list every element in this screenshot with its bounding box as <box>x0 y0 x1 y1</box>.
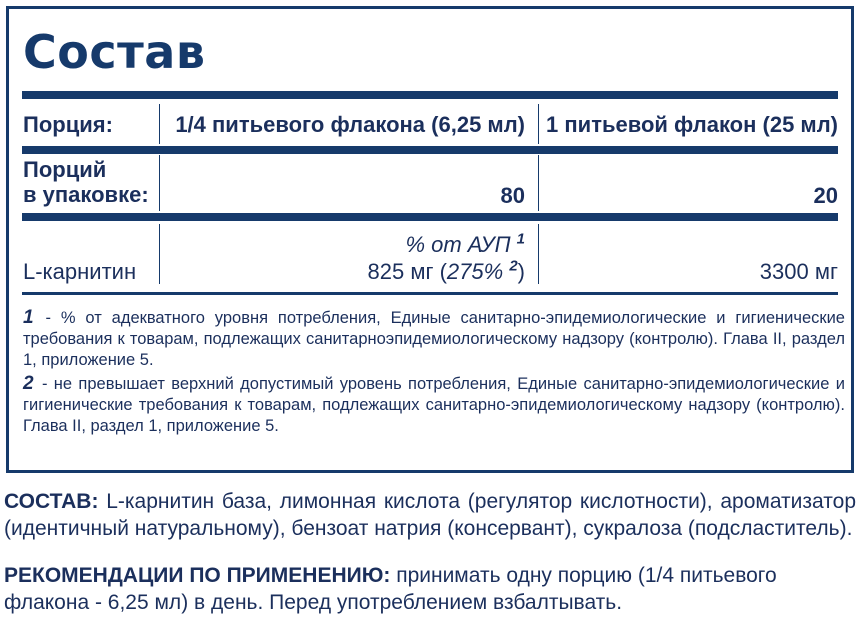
servings-col2: 20 <box>813 183 838 208</box>
servings-col1: 80 <box>500 183 525 208</box>
footnote-1: 1 - % от адекватного уровня потребления, Единые санитарно-эпидемиологические и гигиенические требования к товарам, подлежащих санитарноэпидемиологическому надзору (контролю). Глава II, раздел 1, приложение 5. <box>23 307 845 369</box>
usage-label: РЕКОМЕНДАЦИИ ПО ПРИМЕНЕНИЮ: <box>4 564 391 587</box>
usage-text: РЕКОМЕНДАЦИИ ПО ПРИМЕНЕНИЮ: принимать одну порцию (1/4 питьевого флакона - 6,25 мл) в день. Перед употреблением взбалтывать. <box>4 564 777 614</box>
servings-label-line1: Порций <box>23 157 107 182</box>
serving-label: Порция: <box>23 112 113 137</box>
servings-label <box>23 157 149 207</box>
servings-label-line2: в упаковке: <box>23 182 149 207</box>
footnote-2: 2 - не превышает верхний допустимый уровень потребления, Единые санитарно-эпидемиологические и гигиенические требования к товарам, подлежащих санитарно-эпидемиологическому надзору (контролю). Глава II, раздел 1, приложение 5. <box>23 373 845 435</box>
column-divider <box>538 155 539 211</box>
composition-label: СОСТАВ: <box>4 490 99 513</box>
nutrition-facts-panel <box>6 6 854 473</box>
footnotes <box>23 307 845 439</box>
serving-col2: 1 питьевой флакон (25 мл) <box>546 112 838 137</box>
column-divider <box>159 224 160 284</box>
serving-col1: 1/4 питьевого флакона (6,25 мл) <box>175 112 525 137</box>
column-divider <box>159 155 160 211</box>
column-divider <box>159 104 160 144</box>
column-divider <box>538 104 539 144</box>
footnote-ref-2: 2 <box>509 257 518 275</box>
ingredient-amount-col2: 3300 мг <box>759 259 838 284</box>
divider-thick <box>22 146 838 154</box>
divider-thick <box>22 213 838 221</box>
composition-text: СОСТАВ: L-карнитин база, лимонная кислота (регулятор кислотности), ароматизатор (идентичный натуральному), бензоат натрия (консервант), сукралоза (подсластитель). <box>4 490 856 540</box>
divider-thick <box>22 91 838 99</box>
panel-title: Состав <box>23 25 206 79</box>
ingredient-name: L-карнитин <box>23 259 137 284</box>
rda-label: % от АУП $^1$ <box>405 230 525 257</box>
divider-thin <box>22 292 838 295</box>
column-divider <box>538 224 539 284</box>
footnote-ref-1: 1 <box>516 230 525 248</box>
ingredient-amount-col1: 825 мг (275% $^2$) <box>367 257 525 284</box>
